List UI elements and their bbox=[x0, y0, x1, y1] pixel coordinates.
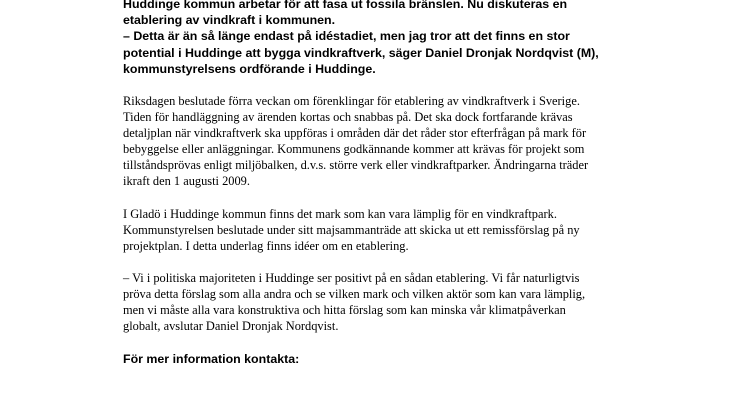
body-paragraph-closing-quote: – Vi i politiska majoriteten i Huddinge ser positivt på en sådan etablering. Vi får naturligtvis pröva detta förslag som alla andra och se vilken mark och vilken aktör som kan vara lämplig, men vi måste alla vara konstruktiva och hitta förslag som kan minska vår klimatpåverkan globalt, avslutar Daniel Dronjak Nordqvist. bbox=[123, 270, 586, 334]
paragraph-spacer bbox=[123, 254, 603, 270]
lead-paragraph-intro: Huddinge kommun arbetar för att fasa ut fossila bränslen. Nu diskuteras en etablering av vindkraft i kommunen. bbox=[123, 0, 568, 28]
press-release-page bbox=[123, 0, 603, 367]
body-paragraph-legislation: Riksdagen beslutade förra veckan om förenklingar för etablering av vindkraftverk i Sverige. Tiden för handläggning av ärenden kortas och snabbas på. Det ska dock fortfarande krävas detaljplan när vindkraftverk ska uppföras i områden där det råder stor efterfrågan på mark för bebyggelse eller anläggningar. Kommunens godkännande kommer att krävas för projekt som tillståndsprövas enligt miljöbalken, d.v.s. större verk eller vindkraftparker. Ändringarna träder ikraft den 1 augusti 2009. bbox=[123, 94, 589, 189]
lead-paragraph-quote: – Detta är än så länge endast på idéstadiet, men jag tror att det finns en stor potential i Huddinge att bygga vindkraftverk, säger Daniel Dronjak Nordqvist (M), kommunstyrelsens ordförande i Huddinge. bbox=[123, 29, 599, 76]
body-paragraph-glado: I Gladö i Huddinge kommun finns det mark som kan vara lämplig för en vindkraftpark. Kommunstyrelsen beslutade under sitt majsammanträde att skicka ut ett remissförslag på ny projektplan. I detta underlag finns idéer om en etablering. bbox=[123, 206, 580, 253]
body-section bbox=[123, 93, 603, 334]
contact-heading: För mer information kontakta: bbox=[123, 352, 300, 367]
paragraph-spacer bbox=[123, 190, 603, 206]
lead-section bbox=[123, 0, 603, 77]
